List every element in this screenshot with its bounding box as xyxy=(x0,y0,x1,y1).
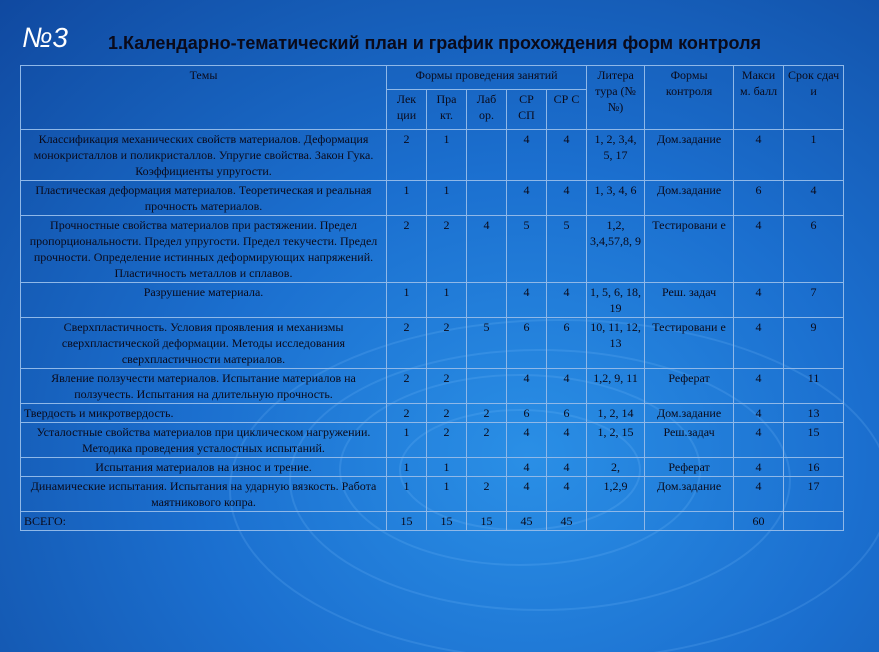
lectures-cell: 1 xyxy=(387,283,427,318)
literature-cell: 1, 5, 6, 18, 19 xyxy=(587,283,645,318)
topic-cell: Явление ползучести материалов. Испытание материалов на ползучесть. Испытания на длительную прочность. xyxy=(21,369,387,404)
max-score-cell: 4 xyxy=(734,130,784,181)
control-cell: Дом.задание xyxy=(645,404,734,423)
topic-cell: Усталостные свойства материалов при циклическом нагружении. Методика проведения усталостных испытаний. xyxy=(21,423,387,458)
total-srsp-cell: 45 xyxy=(507,512,547,531)
srsp-cell: 5 xyxy=(507,216,547,283)
literature-cell: 1, 3, 4, 6 xyxy=(587,181,645,216)
literature-cell: 10, 11, 12, 13 xyxy=(587,318,645,369)
lab-cell: 5 xyxy=(467,318,507,369)
lectures-cell: 2 xyxy=(387,130,427,181)
control-cell: Дом.задание xyxy=(645,130,734,181)
srs-cell: 4 xyxy=(547,458,587,477)
srs-cell: 6 xyxy=(547,404,587,423)
literature-cell: 1,2,9 xyxy=(587,477,645,512)
lab-cell xyxy=(467,458,507,477)
practice-cell: 1 xyxy=(427,477,467,512)
srs-cell: 4 xyxy=(547,283,587,318)
max-score-cell: 4 xyxy=(734,283,784,318)
lab-cell: 2 xyxy=(467,404,507,423)
table-row xyxy=(21,130,844,181)
table-row xyxy=(21,181,844,216)
total-lectures-cell: 15 xyxy=(387,512,427,531)
topic-cell: Твердость и микротвердость. xyxy=(21,404,387,423)
literature-cell: 1,2, 3,4,57,8, 9 xyxy=(587,216,645,283)
lectures-cell: 1 xyxy=(387,477,427,512)
lectures-cell: 2 xyxy=(387,216,427,283)
lab-cell xyxy=(467,369,507,404)
total-max-score-cell: 60 xyxy=(734,512,784,531)
topic-cell: Испытания материалов на износ и трение. xyxy=(21,458,387,477)
deadline-cell: 9 xyxy=(784,318,844,369)
deadline-cell: 13 xyxy=(784,404,844,423)
srs-cell: 5 xyxy=(547,216,587,283)
max-score-cell: 4 xyxy=(734,477,784,512)
srsp-cell: 4 xyxy=(507,130,547,181)
total-lab-cell: 15 xyxy=(467,512,507,531)
lab-cell xyxy=(467,130,507,181)
table-row xyxy=(21,216,844,283)
table-row xyxy=(21,283,844,318)
practice-cell: 2 xyxy=(427,318,467,369)
header-deadline: Срок сдач и xyxy=(784,66,844,130)
practice-cell: 2 xyxy=(427,404,467,423)
lab-cell: 4 xyxy=(467,216,507,283)
practice-cell: 1 xyxy=(427,181,467,216)
max-score-cell: 4 xyxy=(734,404,784,423)
topic-cell: Динамические испытания. Испытания на ударную вязкость. Работа маятникового копра. xyxy=(21,477,387,512)
max-score-cell: 4 xyxy=(734,458,784,477)
lectures-cell: 2 xyxy=(387,318,427,369)
lab-cell: 2 xyxy=(467,423,507,458)
table-row xyxy=(21,477,844,512)
max-score-cell: 4 xyxy=(734,318,784,369)
topic-cell: Классификация механических свойств материалов. Деформация монокристаллов и поликристаллов. Упругие свойства. Закон Гука. Коэффициенты упругости. xyxy=(21,130,387,181)
literature-cell: 1, 2, 3,4, 5, 17 xyxy=(587,130,645,181)
header-control: Формы контроля xyxy=(645,66,734,130)
srsp-cell: 4 xyxy=(507,458,547,477)
topic-cell: Прочностные свойства материалов при растяжении. Предел пропорциональности. Предел упругости. Предел текучести. Предел прочности. Определение истинных деформирующих напряжений. Пластичность металлов и сплавов. xyxy=(21,216,387,283)
table-row xyxy=(21,369,844,404)
practice-cell: 2 xyxy=(427,423,467,458)
srsp-cell: 4 xyxy=(507,283,547,318)
lab-cell: 2 xyxy=(467,477,507,512)
control-cell: Реферат xyxy=(645,458,734,477)
control-cell: Реш.задач xyxy=(645,423,734,458)
total-literature-cell xyxy=(587,512,645,531)
header-srsp: СР СП xyxy=(507,90,547,130)
srs-cell: 4 xyxy=(547,423,587,458)
header-forms: Формы проведения занятий xyxy=(387,66,587,90)
slide-number: №3 xyxy=(22,22,68,53)
srsp-cell: 4 xyxy=(507,181,547,216)
srs-cell: 4 xyxy=(547,130,587,181)
practice-cell: 1 xyxy=(427,283,467,318)
header-topics: Темы xyxy=(21,66,387,130)
srs-cell: 4 xyxy=(547,181,587,216)
total-srs-cell: 45 xyxy=(547,512,587,531)
deadline-cell: 17 xyxy=(784,477,844,512)
practice-cell: 2 xyxy=(427,369,467,404)
header-practice: Пра кт. xyxy=(427,90,467,130)
total-deadline-cell xyxy=(784,512,844,531)
practice-cell: 1 xyxy=(427,458,467,477)
header-lab: Лаб ор. xyxy=(467,90,507,130)
srs-cell: 6 xyxy=(547,318,587,369)
max-score-cell: 4 xyxy=(734,423,784,458)
page-title: 1.Календарно-тематический план и график прохождения форм контроля xyxy=(108,33,762,53)
srsp-cell: 4 xyxy=(507,369,547,404)
srsp-cell: 6 xyxy=(507,318,547,369)
control-cell: Дом.задание xyxy=(645,181,734,216)
deadline-cell: 16 xyxy=(784,458,844,477)
lab-cell xyxy=(467,283,507,318)
practice-cell: 2 xyxy=(427,216,467,283)
deadline-cell: 15 xyxy=(784,423,844,458)
practice-cell: 1 xyxy=(427,130,467,181)
totals-row xyxy=(21,512,844,531)
header-srs: СР С xyxy=(547,90,587,130)
header-row xyxy=(21,66,844,90)
srsp-cell: 4 xyxy=(507,477,547,512)
table-row xyxy=(21,423,844,458)
total-practice-cell: 15 xyxy=(427,512,467,531)
lectures-cell: 2 xyxy=(387,404,427,423)
srs-cell: 4 xyxy=(547,477,587,512)
literature-cell: 2, xyxy=(587,458,645,477)
header-max-score: Макси м. балл xyxy=(734,66,784,130)
srsp-cell: 6 xyxy=(507,404,547,423)
max-score-cell: 4 xyxy=(734,369,784,404)
topic-cell: Сверхпластичность. Условия проявления и механизмы сверхпластической деформации. Методы исследования сверхпластичности материалов. xyxy=(21,318,387,369)
lab-cell xyxy=(467,181,507,216)
deadline-cell: 1 xyxy=(784,130,844,181)
totals-label: ВСЕГО: xyxy=(21,512,387,531)
lectures-cell: 2 xyxy=(387,369,427,404)
literature-cell: 1,2, 9, 11 xyxy=(587,369,645,404)
lectures-cell: 1 xyxy=(387,181,427,216)
deadline-cell: 7 xyxy=(784,283,844,318)
table-row xyxy=(21,318,844,369)
total-control-cell xyxy=(645,512,734,531)
lectures-cell: 1 xyxy=(387,458,427,477)
topic-cell: Разрушение материала. xyxy=(21,283,387,318)
table-row xyxy=(21,404,844,423)
max-score-cell: 4 xyxy=(734,216,784,283)
control-cell: Дом.задание xyxy=(645,477,734,512)
max-score-cell: 6 xyxy=(734,181,784,216)
control-cell: Реш. задач xyxy=(645,283,734,318)
deadline-cell: 11 xyxy=(784,369,844,404)
calendar-plan-table xyxy=(20,65,844,531)
header-lectures: Лек ции xyxy=(387,90,427,130)
literature-cell: 1, 2, 15 xyxy=(587,423,645,458)
topic-cell: Пластическая деформация материалов. Теоретическая и реальная прочность материалов. xyxy=(21,181,387,216)
srs-cell: 4 xyxy=(547,369,587,404)
literature-cell: 1, 2, 14 xyxy=(587,404,645,423)
deadline-cell: 4 xyxy=(784,181,844,216)
control-cell: Тестировани е xyxy=(645,216,734,283)
header-literature: Литера тура (№№) xyxy=(587,66,645,130)
control-cell: Тестировани е xyxy=(645,318,734,369)
srsp-cell: 4 xyxy=(507,423,547,458)
table-row xyxy=(21,458,844,477)
lectures-cell: 1 xyxy=(387,423,427,458)
control-cell: Реферат xyxy=(645,369,734,404)
deadline-cell: 6 xyxy=(784,216,844,283)
